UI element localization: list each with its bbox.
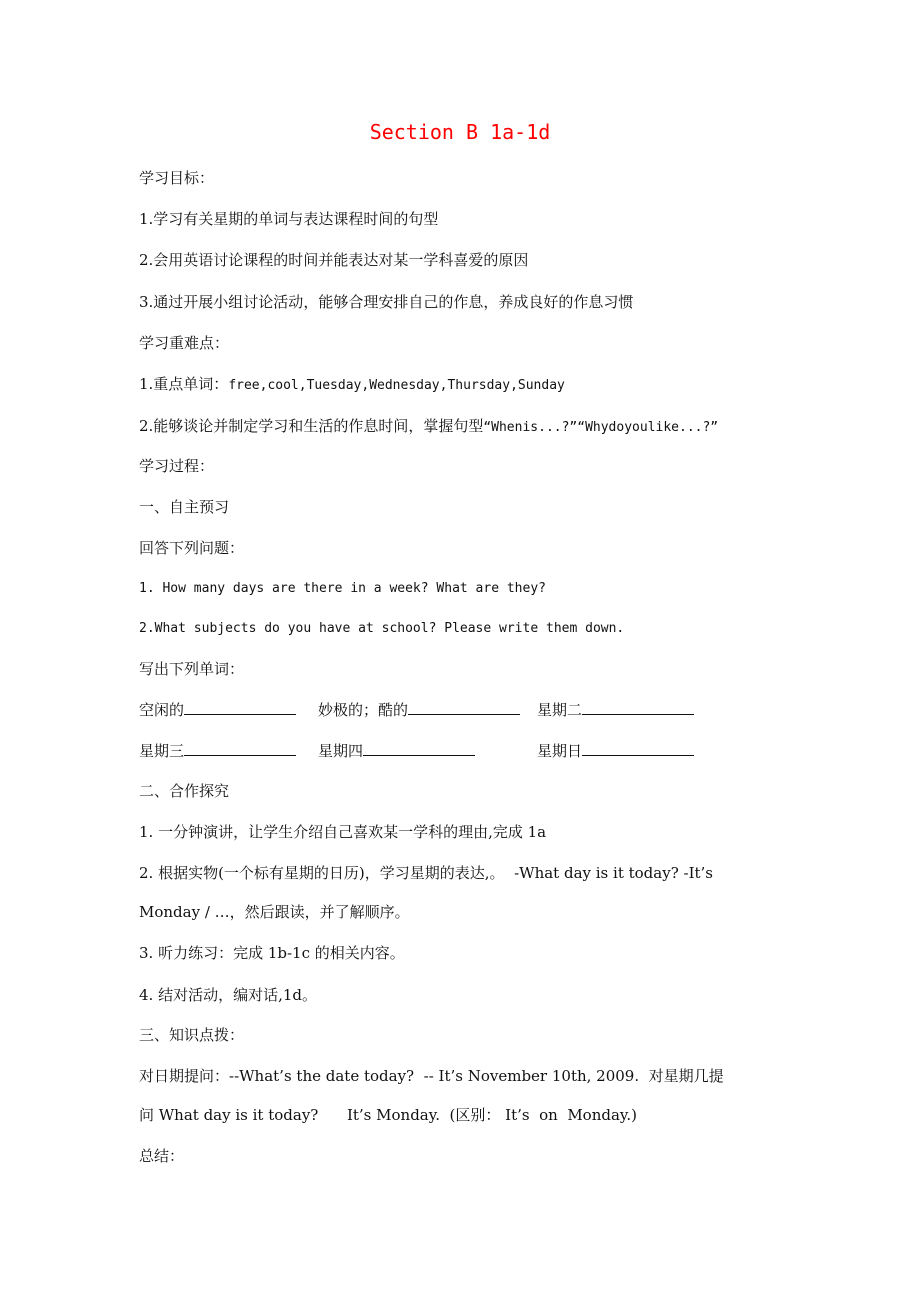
blank-label: 星期日 — [537, 742, 583, 760]
blank-wednesday — [139, 741, 296, 761]
step-2-line-2: Monday / …，然后跟读，并了解顺序。 — [139, 903, 410, 921]
blank-sunday — [537, 741, 694, 761]
blank-thursday — [318, 741, 475, 761]
knowledge-line-2: 问 What day is it today? It’s Monday. (区别： It’s on Monday.) — [139, 1106, 638, 1124]
fill-line — [184, 700, 296, 715]
part2-heading: 二、合作探究 — [139, 782, 230, 800]
write-words-heading: 写出下列单词： — [139, 660, 245, 678]
answer-heading: 回答下列问题： — [139, 539, 245, 557]
goal-item-2: 2.会用英语讨论课程的时间并能表达对某一学科喜爱的原因 — [139, 251, 529, 269]
blank-cool — [318, 700, 520, 720]
step-1: 1. 一分钟演讲，让学生介绍自己喜欢某一学科的理由,完成 1a — [139, 823, 547, 841]
goal-item-1: 1.学习有关星期的单词与表达课程时间的句型 — [139, 210, 439, 228]
goals-heading: 学习目标： — [139, 169, 215, 187]
key-point-2-prefix: 2.能够谈论并制定学习和生活的作息时间，掌握句型 — [139, 417, 484, 435]
step-2-line-1: 2. 根据实物(一个标有星期的日历)，学习星期的表达,。 -What day is it today? -It’s — [139, 864, 713, 882]
blank-free — [139, 700, 296, 720]
key-point-1-prefix: 1.重点单词： — [139, 375, 229, 393]
key-words: free,cool,Tuesday,Wednesday,Thursday,Sunday — [228, 378, 565, 393]
part3-heading: 三、知识点拨： — [139, 1026, 245, 1044]
fill-line — [582, 700, 694, 715]
question-2: 2.What subjects do you have at school? Please write them down. — [139, 621, 625, 636]
fill-line — [184, 741, 296, 756]
fill-line — [582, 741, 694, 756]
document-title: Section B 1a-1d — [369, 120, 551, 144]
sentence-patterns: “Whenis...?”“Whydoyoulike...?” — [483, 420, 719, 435]
fill-line — [363, 741, 475, 756]
blank-label: 空闲的 — [139, 701, 185, 719]
key-point-2 — [139, 416, 718, 438]
part1-heading: 一、自主预习 — [139, 498, 230, 516]
knowledge-line-1: 对日期提问：--What’s the date today? -- It’s November 10th, 2009. 对星期几提 — [139, 1067, 724, 1085]
blank-label: 星期四 — [318, 742, 364, 760]
step-3: 3. 听力练习：完成 1b-1c 的相关内容。 — [139, 944, 405, 962]
key-point-1 — [139, 374, 565, 396]
blank-label: 星期三 — [139, 742, 185, 760]
process-heading: 学习过程： — [139, 457, 215, 475]
blank-label: 星期二 — [537, 701, 583, 719]
fill-line — [408, 700, 520, 715]
key-points-heading: 学习重难点： — [139, 334, 230, 352]
step-4: 4. 结对活动，编对话,1d。 — [139, 986, 317, 1004]
blank-tuesday — [537, 700, 694, 720]
summary-heading: 总结： — [139, 1147, 185, 1165]
goal-item-3: 3.通过开展小组讨论活动，能够合理安排自己的作息，养成良好的作息习惯 — [139, 293, 634, 311]
blank-label: 妙极的；酷的 — [318, 701, 409, 719]
question-1: 1. How many days are there in a week? What are they? — [139, 581, 546, 596]
